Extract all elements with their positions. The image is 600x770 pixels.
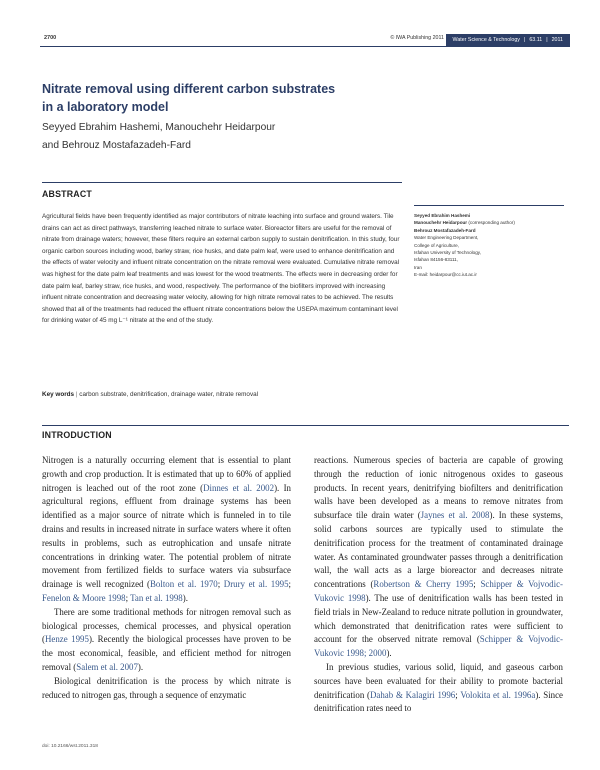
email: E-mail: heidarpour@cc.iut.ac.ir	[414, 272, 477, 278]
doi: doi: 10.2166/wst.2011.318	[42, 744, 98, 749]
journal-year: 2011	[551, 37, 563, 43]
introduction-heading: INTRODUCTION	[42, 430, 112, 440]
keywords-list: carbon substrate, denitrification, drainage water, nitrate removal	[79, 391, 259, 398]
affil-line: College of Agriculture,	[414, 242, 459, 248]
citation-link[interactable]: Schipper & Vojvodic-Vukovic 1998; 2000	[314, 634, 563, 659]
authors-line-1: Seyyed Ebrahim Hashemi, Manouchehr Heidarpour	[42, 122, 276, 133]
keywords-label: Key words	[42, 391, 75, 398]
title-line-1: Nitrate removal using different carbon substrates	[42, 82, 336, 96]
affil-line: Iran	[414, 264, 422, 270]
running-header	[40, 34, 570, 47]
citation-link[interactable]: Henze 1995	[44, 634, 89, 645]
citation-link[interactable]: Fenelon & Moore 1998	[42, 592, 126, 603]
abstract-text: Agricultural fields have been frequently identified as major contributors of nitrate leaching into surface and ground waters. Tile drains can act as direct pathways, transferring leached nitrate to surface water. Bioreactor filters are useful for the removal of nitrate from drainage waters; however, these filters require an external carbon supply to sustain denitrification. In this study, four organic carbon sources including wood, barley straw, rice husks, and date palm leaf, were used to enhance denitrification and the effects of water velocity and influent nitrate concentration on the nitrate removal were evaluated. Cumulative nitrate removal was highest for the date palm leaf treatments and was lowest for the wood treatments. The effects were in decreasing order for date palm leaf, barley straw, rice husks, and wood, respectively. The performance of the biofilters improved with increasing influent nitrate concentration and decreasing water velocity, allowing for high nitrate removal rates to be achieved. The results showed that all of the treatments had reduced the effluent nitrate concentrations below the USEPA maximum contaminant level for drinking water of 45 mg L⁻¹ nitrate at the end of the study.	[42, 213, 400, 325]
affil-line: Isfahan 84156-83111,	[414, 257, 459, 263]
introduction-rule	[42, 425, 569, 426]
affiliation-rule	[414, 205, 564, 206]
citation-link[interactable]: Robertson & Cherry 1995	[373, 579, 474, 590]
affil-line: Isfahan University of Technology,	[414, 250, 481, 256]
affil-author-1: Seyyed Ebrahim Hashemi	[414, 213, 471, 218]
citation-link[interactable]: Schipper & Vojvodic-Vukovic 1998	[314, 579, 563, 603]
intro-column-right	[314, 454, 563, 716]
author-affiliations	[414, 212, 569, 279]
affil-line: Water Engineering Department,	[414, 235, 479, 241]
citation-link[interactable]: Jaynes et al. 2008	[420, 510, 490, 521]
paragraph: There are some traditional methods for nitrogen removal such as biological processes, chemical processes, and physical operation (Henze 1995). Recently the biological processes have proven to be the most economical, feasible, and efficient method for nitrogen removal (Salem et al. 2007).	[42, 606, 291, 672]
paragraph: In previous studies, various solid, liquid, and gaseous carbon sources have been evaluated for their ability to promote bacterial denitrification (Dahab & Kalagiri 1996; Volokita et al. 1996a). Since denitrification rates need to	[314, 661, 563, 714]
corresponding-note: (corresponding author)	[468, 220, 515, 226]
title-line-2: in a laboratory model	[42, 100, 169, 114]
paragraph: reactions. Numerous species of bacteria are capable of growing through the reduction of ionic nitrogenous oxides to gaseous products. In recent years, denitrifying biofilters and denitrification walls have been developed as a means to remove nitrates from subsurface tile drain water (Jaynes et al. 2008). In these systems, solid carbons sources are typically used to stimulate the denitrification process for the treatment of contaminated drainage water. As contaminated groundwater passes through a denitrification wall, the wall acts as a large bioreactor and decreases nitrate concentrations (Robertson & Cherry 1995; Schipper & Vojvodic-Vukovic 1998). The use of denitrification walls has been tested in field trials in New-Zealand to reduce nitrate pollution in groundwater, which demonstrated that denitrification rates were sufficient to account for the observed nitrate removal (Schipper & Vojvodic-Vukovic 1998; 2000).	[314, 455, 564, 659]
affil-author-2: Manouchehr Heidarpour	[414, 220, 468, 226]
paragraph: Biological denitrification is the process by which nitrate is reduced to nitrogen gas, through a sequence of enzymatic	[42, 675, 291, 700]
authors-line-2: and Behrouz Mostafazadeh-Fard	[42, 139, 191, 151]
keywords: Key words | carbon substrate, denitrification, drainage water, nitrate removal	[42, 391, 259, 398]
journal-name: Water Science & Technology	[452, 37, 520, 43]
intro-column-left	[42, 454, 291, 702]
journal-banner: Water Science & Technology | 63.11 | 2011	[446, 34, 570, 46]
citation-link[interactable]: Drury et al. 1995	[223, 579, 289, 590]
abstract-rule	[42, 182, 402, 183]
article-title	[42, 80, 442, 116]
citation-link[interactable]: Dahab & Kalagiri 1996	[370, 689, 456, 700]
citation-link[interactable]: Tan et al. 1998	[130, 592, 183, 603]
page-number: 2700	[44, 35, 57, 41]
abstract-heading: ABSTRACT	[42, 189, 92, 199]
paragraph: Nitrogen is a naturally occurring element that is essential to plant growth and crop production. It is estimated that up to 60% of applied nitrogen is leached out of the root zone (Dinnes et al. 2002). In agricultural regions, effluent from drainage systems has been identified as a major source of nitrate which is funneled in to tile drains and results in increased nitrate in surface waters where it often results in problems, such as eutrophication and unsafe nitrate concentrations in drinking water. The potential problem of nitrate movement from fertilized fields to surface waters via subsurface drainage is well recognized (Bolton et al. 1970; Drury et al. 1995; Fenelon & Moore 1998; Tan et al. 1998).	[42, 455, 291, 603]
citation-link[interactable]: Salem et al. 2007	[76, 661, 138, 672]
author-list	[42, 119, 442, 154]
citation-link[interactable]: Volokita et al. 1996a	[460, 689, 536, 700]
citation-link[interactable]: Dinnes et al. 2002	[203, 482, 275, 493]
citation-link[interactable]: Bolton et al. 1970	[150, 579, 218, 590]
header-rule	[40, 46, 570, 47]
publisher-note: © IWA Publishing 2011	[390, 35, 444, 41]
affil-author-3: Behrouz Mostafazadeh-Fard	[414, 227, 476, 233]
volume-issue: 63.11	[529, 37, 543, 43]
